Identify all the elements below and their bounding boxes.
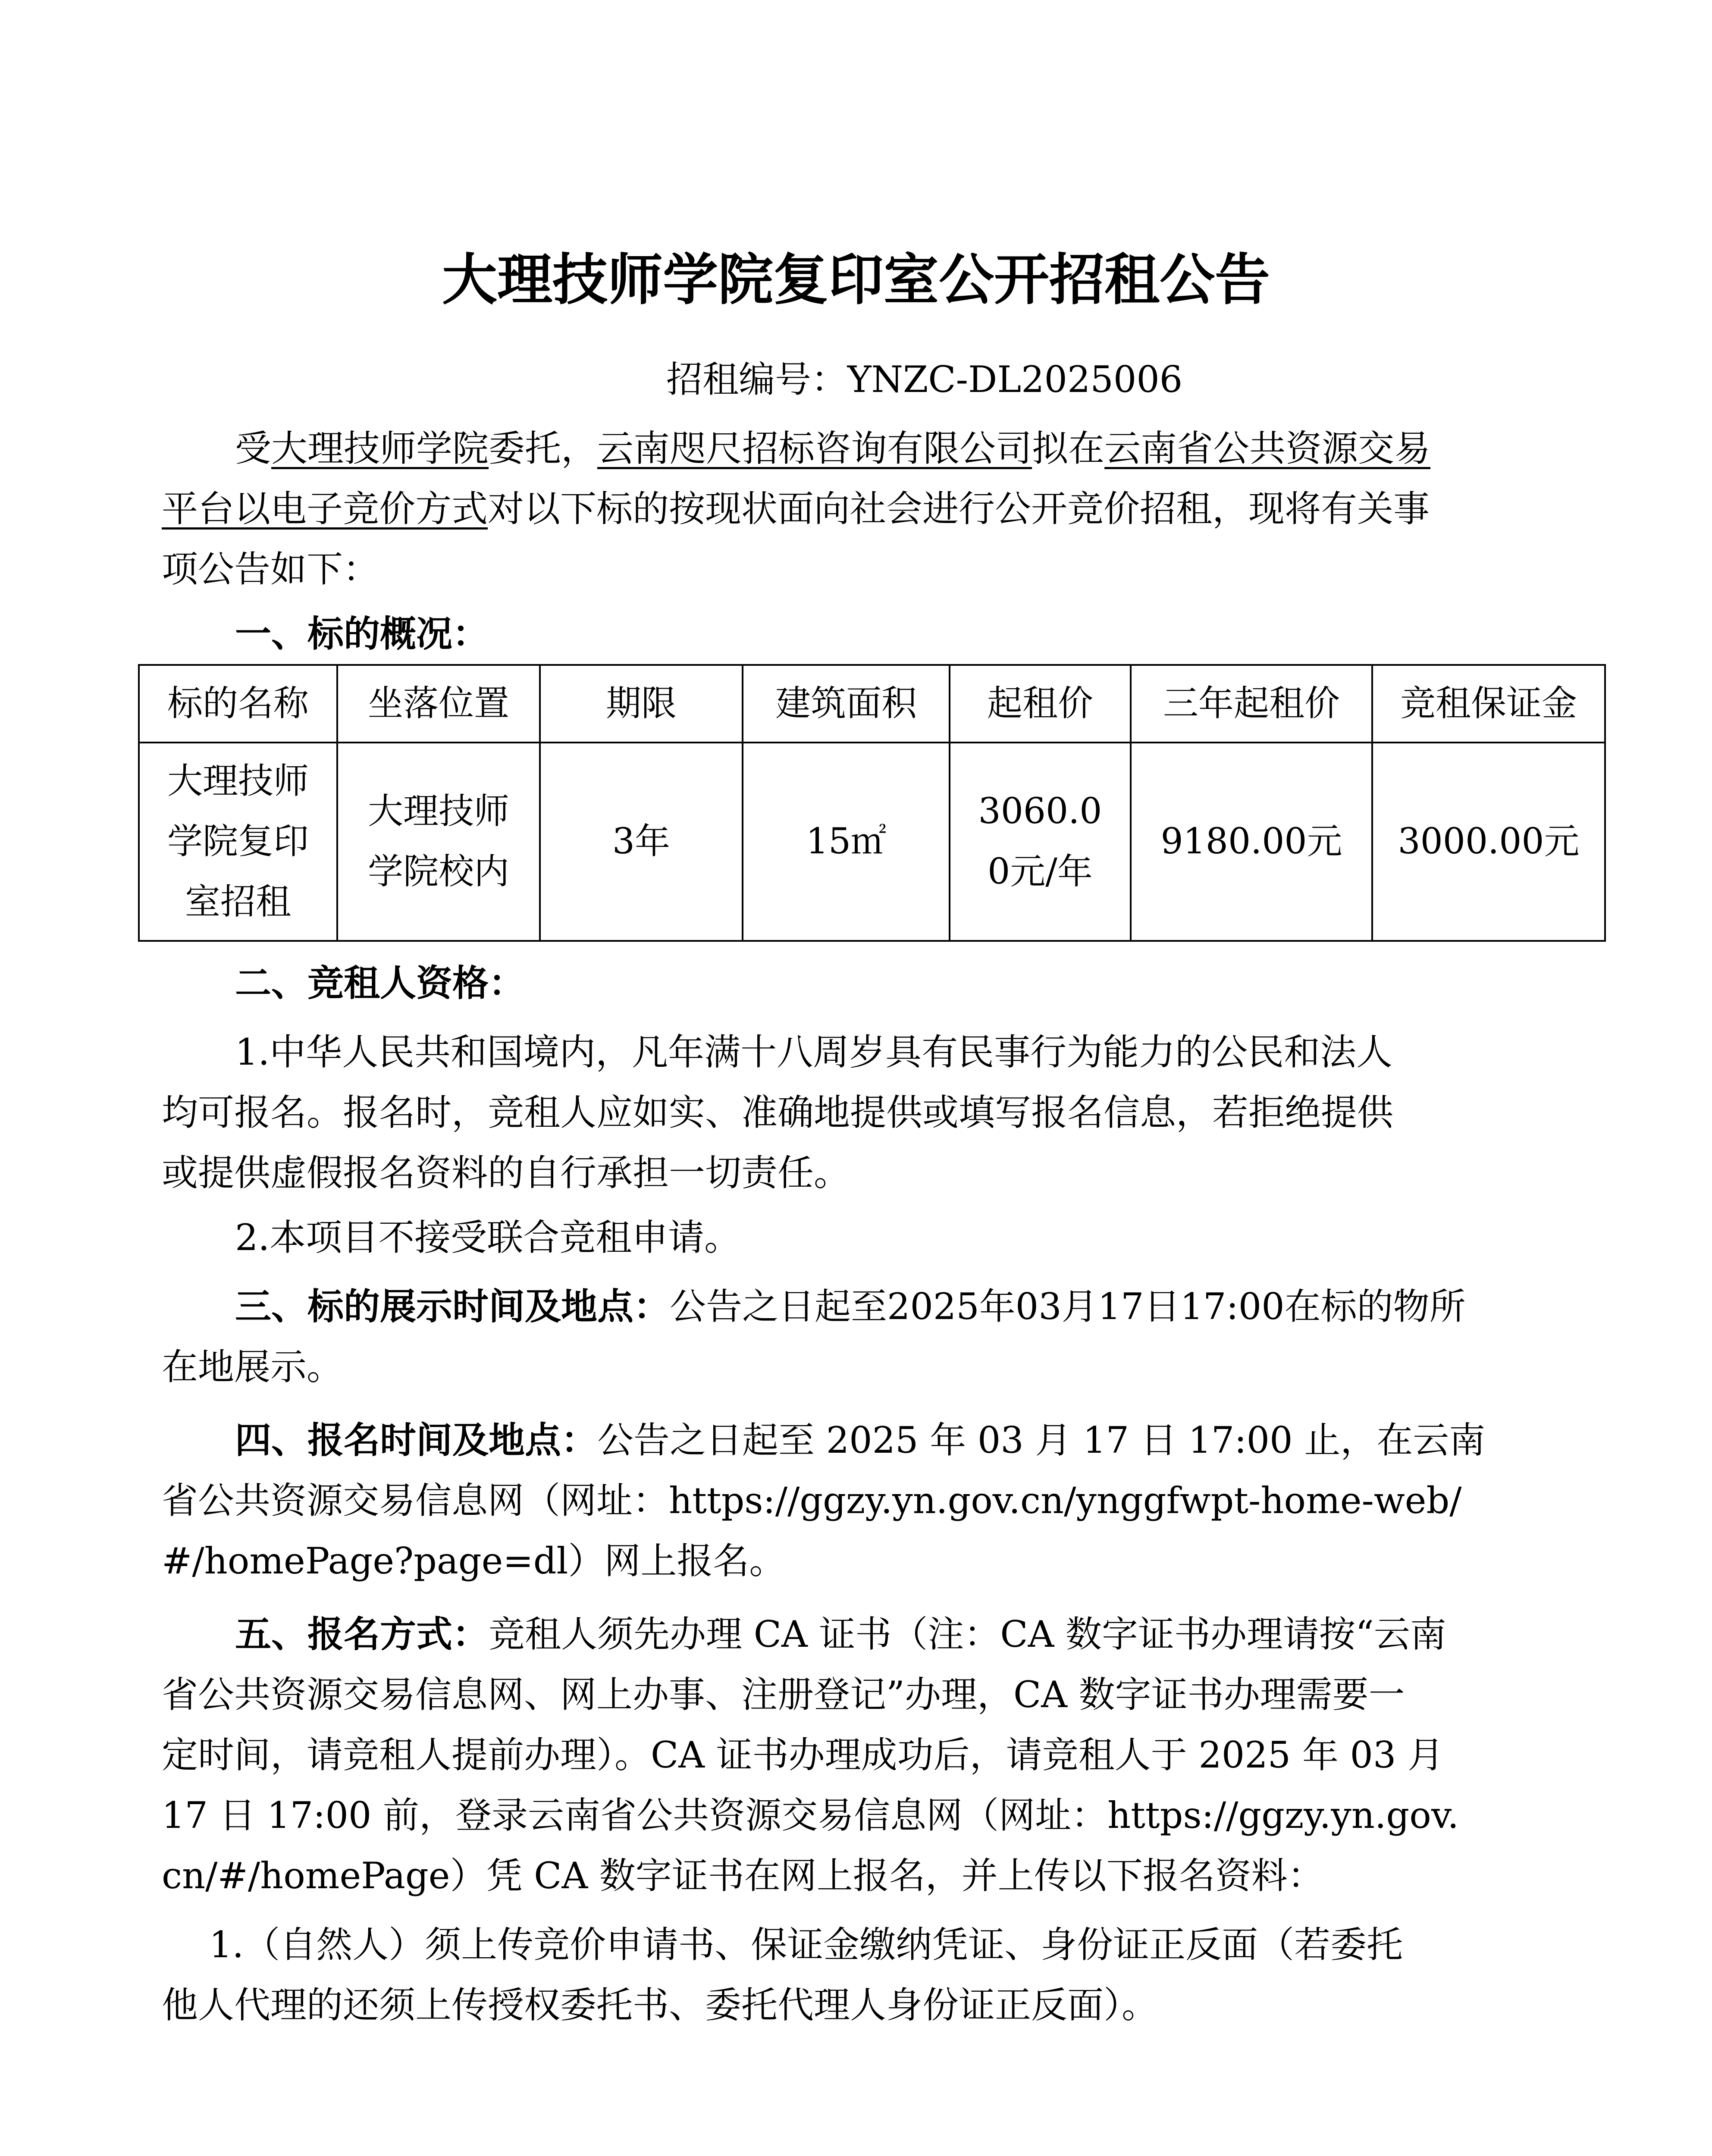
cell-deposit: 3000.00元 bbox=[1372, 743, 1605, 941]
intro-line-2 bbox=[162, 479, 1555, 539]
cell-line: 0元/年 bbox=[988, 851, 1093, 892]
intro-line-1 bbox=[162, 418, 1628, 479]
cell-term: 3年 bbox=[540, 743, 743, 941]
section-5-heading: 五、报名方式： bbox=[235, 1613, 489, 1655]
cell-area: 15㎡ bbox=[743, 743, 950, 941]
client-name: 大理技师学院 bbox=[271, 427, 489, 470]
cell-line: 学院复印 bbox=[167, 821, 309, 862]
page-title: 大理技师学院复印室公开招租公告 bbox=[442, 248, 1270, 312]
section-2-heading: 二、竞租人资格： bbox=[235, 962, 525, 1004]
cell-line: 大理技师 bbox=[167, 761, 309, 802]
agent-name: 云南咫尺招标咨询有限公司 bbox=[597, 427, 1032, 470]
cell-line: 室招租 bbox=[185, 881, 291, 922]
section-1-heading: 一、标的概况： bbox=[235, 613, 489, 655]
intro-text: 对以下标的按现状面向社会进行公开竞价招租，现将有关事 bbox=[488, 488, 1430, 530]
table-header: 坐落位置 bbox=[337, 665, 540, 743]
intro-line-3: 项公告如下： bbox=[162, 548, 379, 590]
section-2-item-2: 2.本项目不接受联合竞租申请。 bbox=[235, 1216, 741, 1259]
platform-name: 云南省公共资源交易 bbox=[1104, 427, 1431, 470]
section-5-item-1-line-1: 1.（自然人）须上传竞价申请书、保证金缴纳凭证、身份证正反面（若委托 bbox=[209, 1924, 1403, 1966]
cell-line: 3060.0 bbox=[978, 791, 1102, 832]
section-4-heading: 四、报名时间及地点： bbox=[235, 1419, 598, 1461]
cell-name bbox=[139, 743, 337, 941]
table-header: 标的名称 bbox=[139, 665, 337, 743]
table-header-row bbox=[139, 665, 1605, 743]
section-4-line-3: #/homePage?page=dl）网上报名。 bbox=[162, 1540, 786, 1582]
cell-location bbox=[337, 743, 540, 941]
platform-method: 平台以电子竞价方式 bbox=[162, 488, 488, 530]
intro-text: 委托， bbox=[489, 427, 598, 470]
section-2-item-1-line-2: 均可报名。报名时，竞租人应如实、准确地提供或填写报名信息，若拒绝提供 bbox=[162, 1091, 1394, 1134]
section-5-item-1-line-2: 他人代理的还须上传授权委托书、委托代理人身份证正反面）。 bbox=[162, 1984, 1158, 2026]
section-5-line-5: cn/#/homePage）凭 CA 数字证书在网上报名，并上传以下报名资料： bbox=[162, 1855, 1324, 1897]
section-5-text: 竞租人须先办理 CA 证书（注：CA 数字证书办理请按“云南 bbox=[489, 1613, 1446, 1655]
section-3-text: 公告之日起至2025年03月17日17:00在标的物所 bbox=[670, 1285, 1466, 1328]
section-4-text: 公告之日起至 2025 年 03 月 17 日 17:00 止，在云南 bbox=[597, 1419, 1486, 1461]
tender-code: 招租编号：YNZC-DL2025006 bbox=[666, 358, 1183, 401]
section-2-item-1-line-1: 1.中华人民共和国境内，凡年满十八周岁具有民事行为能力的公民和法人 bbox=[235, 1031, 1393, 1073]
table-header: 起租价 bbox=[950, 665, 1131, 743]
section-5-line-3: 定时间，请竞租人提前办理）。CA 证书办理成功后，请竞租人于 2025 年 03 月 bbox=[162, 1734, 1444, 1776]
section-3-line-2: 在地展示。 bbox=[162, 1346, 343, 1388]
section-2-item-1-line-3: 或提供虚假报名资料的自行承担一切责任。 bbox=[162, 1152, 850, 1194]
section-5-line-2: 省公共资源交易信息网、网上办事、注册登记”办理，CA 数字证书办理需要一 bbox=[162, 1673, 1405, 1716]
intro-text: 受 bbox=[235, 427, 272, 470]
cell-line: 学院校内 bbox=[367, 851, 509, 892]
cell-price bbox=[950, 743, 1131, 941]
cell-three-year-price: 9180.00元 bbox=[1131, 743, 1372, 941]
table-row bbox=[139, 743, 1605, 941]
section-3-heading: 三、标的展示时间及地点： bbox=[235, 1285, 670, 1328]
section-5-line-1 bbox=[162, 1604, 1628, 1664]
table-header: 竞租保证金 bbox=[1372, 665, 1605, 743]
table-header: 建筑面积 bbox=[743, 665, 950, 743]
section-3-line-1 bbox=[162, 1276, 1628, 1337]
table-header: 期限 bbox=[540, 665, 743, 743]
section-5-line-4: 17 日 17:00 前，登录云南省公共资源交易信息网（网址：https://ggzy.yn.gov. bbox=[162, 1794, 1459, 1836]
section-4-line-1 bbox=[162, 1410, 1628, 1470]
cell-line: 大理技师 bbox=[367, 791, 509, 832]
subject-table bbox=[138, 664, 1606, 942]
table-header: 三年起租价 bbox=[1131, 665, 1372, 743]
intro-text: 拟在 bbox=[1032, 427, 1105, 470]
section-4-line-2: 省公共资源交易信息网（网址：https://ggzy.yn.gov.cn/ynggfwpt-home-web/ bbox=[162, 1479, 1462, 1522]
